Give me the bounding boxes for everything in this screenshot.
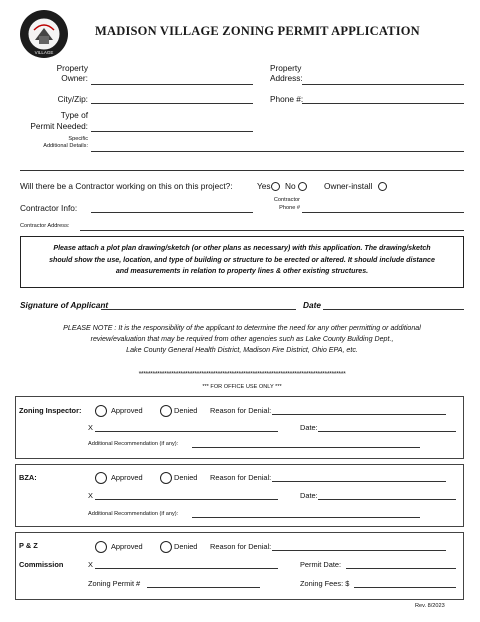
property-owner-label-line1: Property bbox=[56, 63, 88, 73]
permit-type-field[interactable] bbox=[91, 131, 253, 132]
zi-recommendation-label: Additional Recommendation (if any): bbox=[88, 441, 179, 447]
pz-zoning-permit-field[interactable] bbox=[147, 587, 260, 588]
additional-details-label: Additional Details: bbox=[43, 143, 88, 149]
city-zip-field[interactable] bbox=[91, 103, 253, 104]
zi-denied-radio[interactable] bbox=[160, 405, 172, 417]
property-address-label-line1: Property bbox=[270, 63, 302, 73]
property-address-field[interactable] bbox=[302, 84, 464, 85]
please-note-line-2: review/evaluation that may be required from other agencies such as Lake County Building Dept., bbox=[90, 335, 394, 343]
bza-reason-label: Reason for Denial: bbox=[210, 473, 272, 482]
pz-zoning-permit-label: Zoning Permit # bbox=[88, 579, 141, 588]
bza-signature-x: X bbox=[88, 491, 93, 500]
pz-permit-date-label: Permit Date: bbox=[300, 560, 342, 569]
zi-reason-field[interactable] bbox=[272, 414, 446, 415]
zi-approved-radio[interactable] bbox=[95, 405, 107, 417]
contractor-info-label: Contractor Info: bbox=[20, 203, 78, 213]
contractor-address-field[interactable] bbox=[80, 230, 464, 231]
revision-label: Rev. 8/2023 bbox=[415, 603, 445, 609]
specific-label: Specific bbox=[68, 136, 88, 142]
pz-label: P & Z bbox=[19, 541, 38, 550]
plot-plan-notice bbox=[20, 236, 464, 288]
bza-reason-field[interactable] bbox=[272, 481, 446, 482]
zi-reason-label: Reason for Denial: bbox=[210, 406, 272, 415]
no-radio[interactable] bbox=[298, 182, 307, 191]
contractor-address-label: Contractor Address: bbox=[20, 223, 70, 229]
permit-type-label-line1: Type of bbox=[60, 110, 88, 120]
bza-signature-field[interactable] bbox=[95, 499, 278, 500]
signature-label: Signature of Applicant bbox=[20, 300, 109, 310]
pz-zoning-fees-label: Zoning Fees: $ bbox=[300, 579, 350, 588]
zi-approved-label: Approved bbox=[111, 406, 143, 415]
contractor-phone-label-line2: Phone # bbox=[279, 205, 300, 211]
contractor-question: Will there be a Contractor working on this on this project?: bbox=[20, 181, 233, 191]
bza-date-label: Date: bbox=[300, 491, 318, 500]
contractor-phone-label-line1: Contractor bbox=[273, 197, 300, 203]
notice-line-1: Please attach a plot plan drawing/sketch (or other plans as necessary) with this application. The drawing/sketch bbox=[53, 244, 431, 252]
additional-details-field[interactable] bbox=[91, 151, 464, 152]
bza-date-field[interactable] bbox=[318, 499, 456, 500]
phone-field[interactable] bbox=[302, 103, 464, 104]
please-note-line-3: Lake County General Health District, Madison Fire District, Ohio EPA, etc. bbox=[126, 346, 358, 354]
property-owner-label-line2: Owner: bbox=[61, 73, 88, 83]
village-seal-logo bbox=[20, 10, 68, 58]
zi-signature-x: X bbox=[88, 423, 93, 432]
permit-type-label-line2: Permit Needed: bbox=[30, 121, 88, 131]
zi-signature-field[interactable] bbox=[95, 431, 278, 432]
pz-commission-label: Commission bbox=[19, 560, 64, 569]
zi-recommendation-field[interactable] bbox=[192, 447, 420, 448]
pz-permit-date-field[interactable] bbox=[346, 568, 456, 569]
pz-denied-label: Denied bbox=[174, 542, 198, 551]
pz-approved-radio[interactable] bbox=[95, 541, 107, 553]
yes-option-label: Yes bbox=[257, 181, 271, 191]
notice-line-3: and measurements in relation to property lines & other existing structures. bbox=[115, 267, 369, 275]
pz-denied-radio[interactable] bbox=[160, 541, 172, 553]
property-address-label-line2: Address: bbox=[270, 73, 303, 83]
pz-reason-field[interactable] bbox=[272, 550, 446, 551]
notice-line-2: should show the use, location, and type of building or structure to be erected or altered. It should include distance bbox=[49, 255, 435, 264]
owner-install-label: Owner-install bbox=[324, 181, 373, 191]
pz-signature-field[interactable] bbox=[95, 568, 278, 569]
office-use-label: *** FOR OFFICE USE ONLY *** bbox=[202, 384, 282, 390]
yes-radio[interactable] bbox=[271, 182, 280, 191]
signature-date-field[interactable] bbox=[323, 309, 464, 310]
zi-date-field[interactable] bbox=[318, 431, 456, 432]
bza-denied-label: Denied bbox=[174, 473, 198, 482]
owner-install-radio[interactable] bbox=[378, 182, 387, 191]
svg-text:VILLAGE: VILLAGE bbox=[34, 50, 54, 55]
contractor-phone-field[interactable] bbox=[302, 212, 464, 213]
separator-stars: ***************************************************************************************** bbox=[138, 371, 346, 378]
zi-date-label: Date: bbox=[300, 423, 318, 432]
city-zip-label: City/Zip: bbox=[57, 94, 88, 104]
pz-reason-label: Reason for Denial: bbox=[210, 542, 272, 551]
bza-recommendation-label: Additional Recommendation (if any): bbox=[88, 511, 179, 517]
no-option-label: No bbox=[285, 181, 296, 191]
contractor-info-field[interactable] bbox=[91, 212, 253, 213]
bza-approved-radio[interactable] bbox=[95, 472, 107, 484]
bza-approved-label: Approved bbox=[111, 473, 143, 482]
page-title: MADISON VILLAGE ZONING PERMIT APPLICATION bbox=[95, 24, 420, 38]
bza-denied-radio[interactable] bbox=[160, 472, 172, 484]
zi-denied-label: Denied bbox=[174, 406, 198, 415]
additional-details-field-2[interactable] bbox=[20, 170, 464, 171]
pz-signature-x: X bbox=[88, 560, 93, 569]
signature-field[interactable] bbox=[101, 309, 296, 310]
pz-zoning-fees-field[interactable] bbox=[354, 587, 456, 588]
zoning-inspector-label: Zoning Inspector: bbox=[19, 406, 82, 415]
phone-label: Phone #: bbox=[270, 94, 304, 104]
property-owner-field[interactable] bbox=[91, 84, 253, 85]
bza-label: BZA: bbox=[19, 473, 37, 482]
bza-recommendation-field[interactable] bbox=[192, 517, 420, 518]
pz-approved-label: Approved bbox=[111, 542, 143, 551]
please-note bbox=[20, 323, 464, 356]
date-label: Date bbox=[303, 300, 321, 310]
please-note-line-1: PLEASE NOTE : It is the responsibility of the applicant to determine the need for any other permitting or additional bbox=[63, 324, 421, 332]
